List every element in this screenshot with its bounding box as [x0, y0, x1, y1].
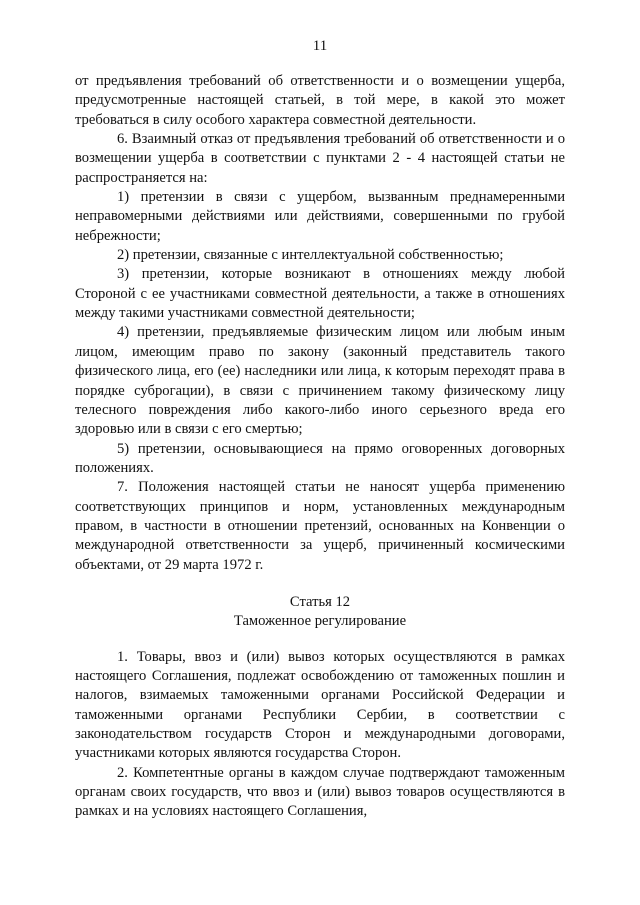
paragraph-item-6: 6. Взаимный отказ от предъявления требований об ответственности и о возмещении ущерба в соответствии с пунктами 2 - 4 настоящей статьи не распространяется на: [75, 131, 565, 186]
article-12-paragraph-1: 1. Товары, ввоз и (или) вывоз которых осуществляются в рамках настоящего Соглашения, подлежат освобождению от таможенных пошлин и налогов, взимаемых таможенными органами Российской Федерации и таможенными органами Республики Сербии, в соответствии с законодательством государств Сторон и международными договорами, участниками которых являются государства Сторон. [75, 648, 565, 762]
article-12-paragraph-2: 2. Компетентные органы в каждом случае подтверждают таможенным органам своих государств, что ввоз и (или) вывоз товаров осуществляются в рамках и на условиях настоящего Соглашения, [75, 764, 565, 820]
list-item-5: 5) претензии, основывающиеся на прямо оговоренных договорных положениях. [75, 440, 565, 476]
page-number: 11 [312, 38, 328, 54]
list-item-4: 4) претензии, предъявляемые физическим лицом или любым иным лицом, имеющим право по закону (законный представитель такого физического лица, его (ее) наследники или лица, к которым переходят права в порядке суброгации), в связи с причинением такому физическому лицу телесного повреждения либо какого-либо иного серьезного вреда его здоровью или в связи с его смертью; [75, 324, 565, 438]
article-number: Статья 12 [289, 593, 351, 610]
paragraph-continuation: от предъявления требований об ответственности и о возмещении ущерба, предусмотренные настоящей статьей, в той мере, в какой это может требоваться в силу особого характера совместной деятельности. [75, 73, 565, 128]
document-body [75, 72, 565, 822]
list-item-1: 1) претензии в связи с ущербом, вызванным преднамеренными неправомерными действиями или действиями, совершенными по грубой небрежности; [75, 189, 565, 244]
article-heading [75, 593, 565, 632]
list-item-3: 3) претензии, которые возникают в отношениях между любой Стороной с ее участниками совместной деятельности, а также в отношениях между такими участниками совместной деятельности; [75, 266, 565, 322]
article-title: Таможенное регулирование [233, 613, 407, 630]
list-item-2: 2) претензии, связанные с интеллектуальной собственностью; [117, 247, 504, 264]
paragraph-item-7: 7. Положения настоящей статьи не наносят ущерба применению соответствующих принципов и норм, установленных международным правом, в частности в отношении претензий, основанных на Конвенции о международной ответственности за ущерб, причиненный космическими объектами, от 29 марта 1972 г. [75, 479, 565, 573]
